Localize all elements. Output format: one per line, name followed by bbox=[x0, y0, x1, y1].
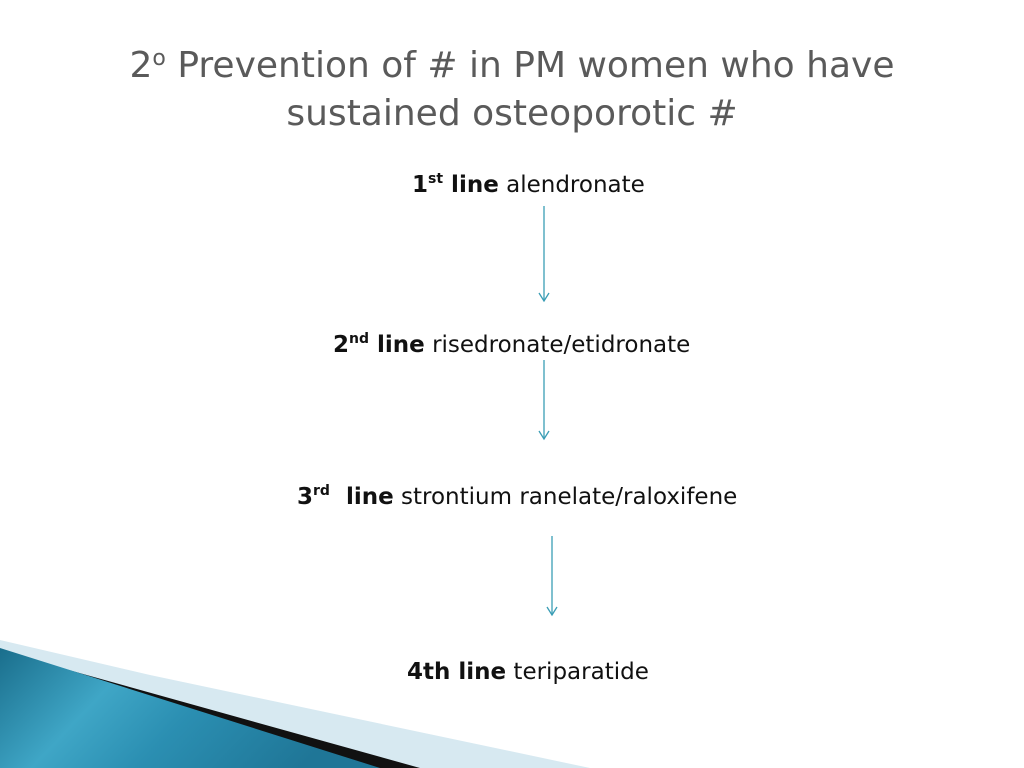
title-rest: Prevention of # in PM women who have sustained osteoporotic # bbox=[165, 45, 895, 134]
step-number: 2 bbox=[333, 332, 350, 358]
title-superscript: o bbox=[152, 46, 166, 71]
step-ordinal: st bbox=[428, 171, 444, 187]
title-prefix: 2 bbox=[129, 45, 153, 86]
step-number: 3 bbox=[297, 484, 314, 510]
down-arrow-icon bbox=[544, 536, 560, 618]
step-number: 1 bbox=[412, 172, 429, 198]
step-first-line bbox=[412, 170, 645, 200]
step-ordinal: nd bbox=[349, 331, 370, 347]
step-drug: teriparatide bbox=[506, 659, 649, 685]
down-arrow-icon bbox=[536, 360, 552, 442]
step-label: line bbox=[443, 172, 499, 198]
step-third-line bbox=[297, 482, 737, 512]
step-drug: alendronate bbox=[498, 172, 645, 198]
step-second-line bbox=[333, 330, 690, 360]
blue-stripe bbox=[0, 648, 380, 768]
down-arrow-icon bbox=[536, 206, 552, 304]
step-label: line bbox=[369, 332, 425, 358]
step-ordinal: rd bbox=[313, 483, 330, 499]
step-drug: strontium ranelate/raloxifene bbox=[393, 484, 738, 510]
step-label: line bbox=[329, 484, 394, 510]
slide-title bbox=[60, 42, 964, 138]
step-fourth-line bbox=[407, 657, 649, 687]
step-label: 4th line bbox=[407, 659, 507, 685]
step-drug: risedronate/etidronate bbox=[424, 332, 691, 358]
